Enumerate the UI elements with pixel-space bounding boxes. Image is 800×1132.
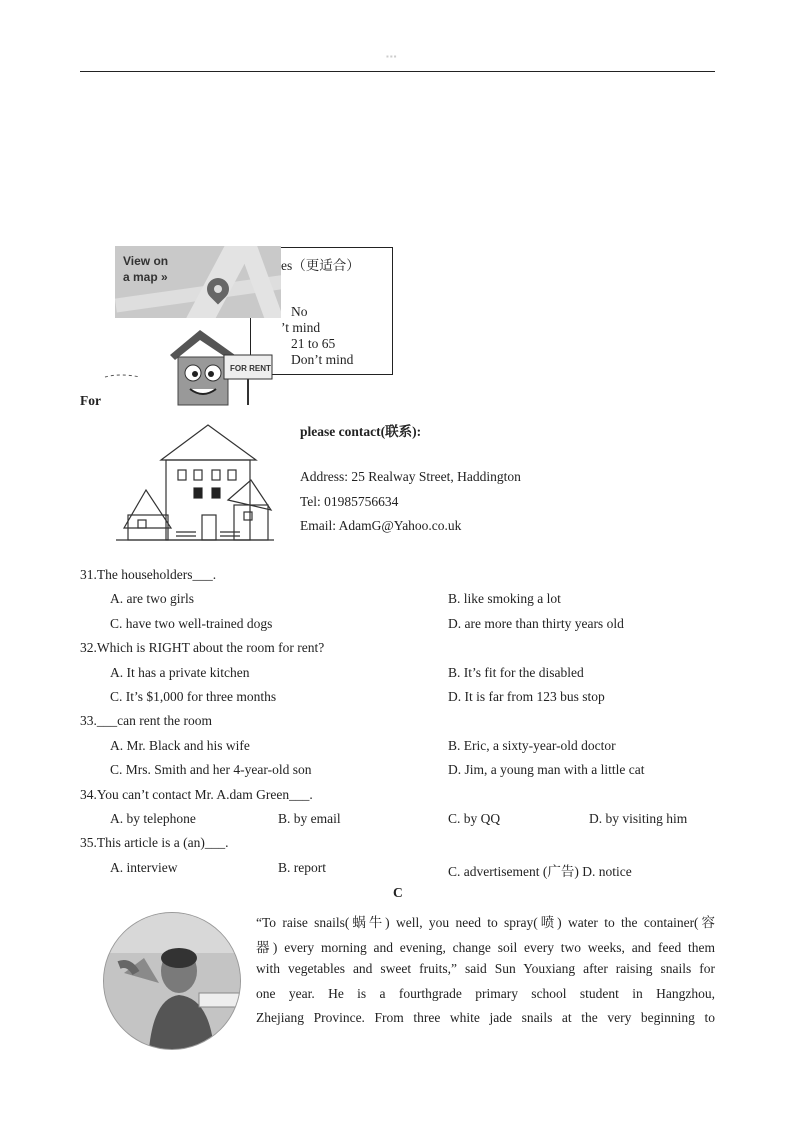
question-32-stem: 32.Which is RIGHT about the room for rent? xyxy=(80,640,325,655)
question-35-option-c: C. advertisement (广告) D. notice xyxy=(448,864,632,879)
question-32-option-a: A. It has a private kitchen xyxy=(110,665,250,680)
question-33-option-a: A. Mr. Black and his wife xyxy=(110,738,250,753)
question-31-option-d: D. are more than thirty years old xyxy=(448,616,624,631)
contact-tel: Tel: 01985756634 xyxy=(300,494,399,509)
for-rent-sign: FOR RENT xyxy=(230,364,271,373)
question-33-option-b: B. Eric, a sixty-year-old doctor xyxy=(448,738,616,753)
section-c-line-2: 器) every morning and evening, change soil every two weeks, and feed them xyxy=(256,940,715,955)
question-32-option-d: D. It is far from 123 bus stop xyxy=(448,689,605,704)
question-34-option-d: D. by visiting him xyxy=(589,811,688,826)
question-31-option-b: B. like smoking a lot xyxy=(448,591,561,606)
for-text: For xyxy=(80,393,101,408)
box-line-3: ’t mind xyxy=(281,320,321,335)
section-c-line-4: one year. He is a fourthgrade primary school student in Hangzhou, xyxy=(256,986,715,1001)
section-c-line-3: with vegetables and sweet fruits,” said Sun Youxiang after raising snails for xyxy=(256,961,715,976)
question-33-option-c: C. Mrs. Smith and her 4-year-old son xyxy=(110,762,312,777)
section-c-heading: C xyxy=(393,885,403,900)
section-c-line-5: Zhejiang Province. From three white jade snails at the very beginning to xyxy=(256,1010,715,1025)
box-line-1: es（更适合） xyxy=(281,258,360,273)
section-c-line-1: “To raise snails(蜗牛) well, you need to spray(喷) water to the container(容 xyxy=(256,915,715,930)
question-34-stem: 34.You can’t contact Mr. A.dam Green___. xyxy=(80,787,313,802)
question-31-option-a: A. are two girls xyxy=(110,591,194,606)
box-line-2: No xyxy=(291,304,308,319)
contact-email: Email: AdamG@Yahoo.co.uk xyxy=(300,518,462,533)
question-35-option-a: A. interview xyxy=(110,860,178,875)
boy-photo xyxy=(103,912,241,1050)
contact-heading: please contact(联系): xyxy=(300,424,422,439)
question-34-option-a: A. by telephone xyxy=(110,811,196,826)
question-35-option-b: B. report xyxy=(278,860,326,875)
contact-address: Address: 25 Realway Street, Haddington xyxy=(300,469,521,484)
question-32-option-b: B. It’s fit for the disabled xyxy=(448,665,584,680)
map-label: View on a map » xyxy=(123,254,169,284)
view-on-map-image[interactable] xyxy=(115,246,281,318)
box-line-5: Don’t mind xyxy=(291,352,354,367)
header-watermark: ▪▪▪ xyxy=(386,52,398,61)
question-31-option-c: C. have two well-trained dogs xyxy=(110,616,273,631)
question-33-option-d: D. Jim, a young man with a little cat xyxy=(448,762,645,777)
line-drawing-house xyxy=(116,420,274,544)
question-34-option-c: C. by QQ xyxy=(448,811,501,826)
question-31-stem: 31.The householders___. xyxy=(80,567,217,582)
question-32-option-c: C. It’s $1,000 for three months xyxy=(110,689,277,704)
header-rule xyxy=(80,71,715,72)
cartoon-house-illustration xyxy=(100,325,280,410)
question-33-stem: 33.___can rent the room xyxy=(80,713,212,728)
box-line-4: 21 to 65 xyxy=(291,336,336,351)
question-35-stem: 35.This article is a (an)___. xyxy=(80,835,229,850)
question-34-option-b: B. by email xyxy=(278,811,341,826)
